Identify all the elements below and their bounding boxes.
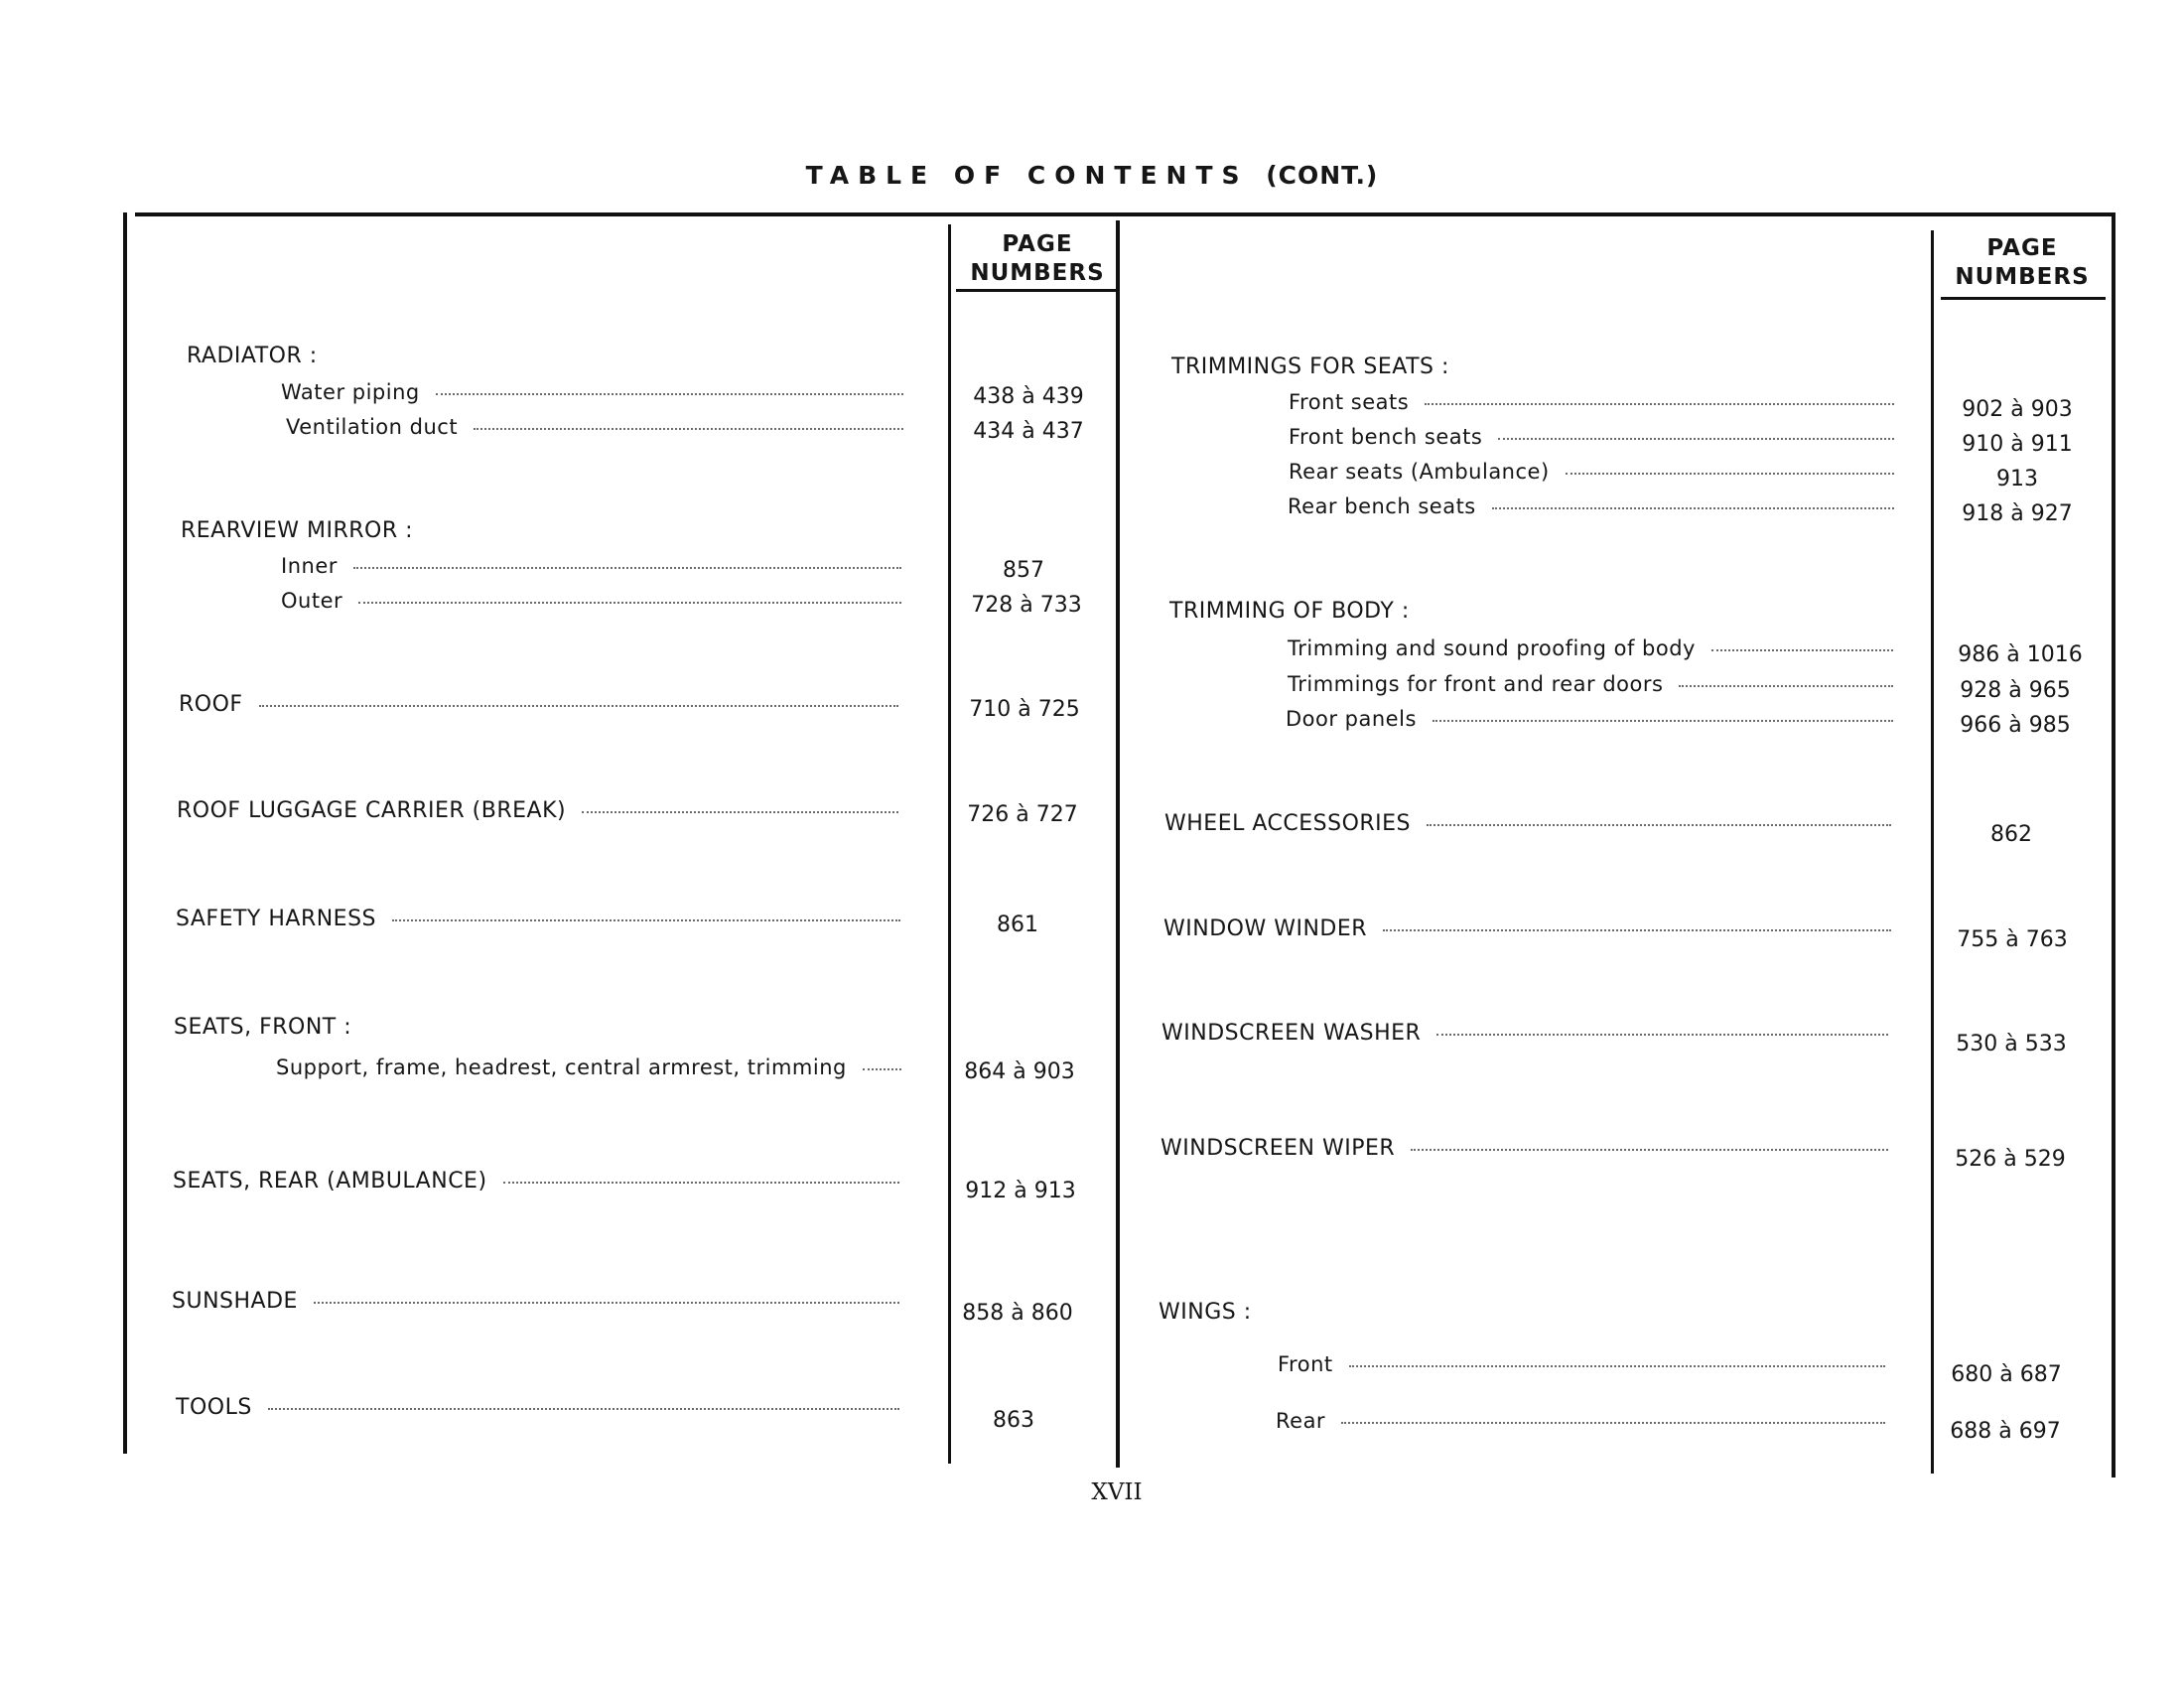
title-main: TABLE OF CONTENTS (805, 161, 1249, 190)
section-seats-front: SEATS, FRONT : (174, 1015, 352, 1040)
page-range: 928 à 965 (1960, 678, 2071, 703)
right-border (2112, 216, 2116, 1477)
dot-leader (582, 811, 898, 813)
page-range: 688 à 697 (1950, 1419, 2061, 1444)
toc-entry-door-panels (1286, 707, 1893, 731)
dot-leader (1711, 649, 1893, 651)
toc-entry-windscreen-wiper (1160, 1136, 1888, 1161)
page-range: 710 à 725 (969, 697, 1080, 722)
left-border (123, 212, 127, 1454)
section-wings: WINGS : (1159, 1300, 1252, 1325)
entry-label: Front (1278, 1352, 1333, 1376)
page-range: 910 à 911 (1962, 432, 2073, 457)
entry-label: Trimming and sound proofing of body (1288, 636, 1696, 660)
entry-label: Front bench seats (1289, 425, 1483, 449)
entry-label: SEATS, REAR (AMBULANCE) (173, 1169, 487, 1194)
toc-entry-trimming-sound-proofing (1288, 636, 1893, 660)
section-rearview-mirror: REARVIEW MIRROR : (181, 518, 414, 543)
entry-label: WINDSCREEN WIPER (1160, 1136, 1396, 1161)
dot-leader (1492, 507, 1894, 509)
dot-leader (1436, 1034, 1888, 1036)
toc-entry-wheel-accessories (1164, 811, 1891, 836)
dot-leader (1341, 1422, 1885, 1424)
left-pages-divider-left (948, 224, 951, 1464)
page-range: 680 à 687 (1951, 1362, 2062, 1387)
page-range: 858 à 860 (962, 1301, 1073, 1326)
dot-leader (353, 567, 901, 569)
dot-leader (358, 602, 901, 604)
toc-entry-roof (179, 692, 898, 717)
top-border (135, 212, 2116, 216)
page-range: 902 à 903 (1962, 397, 2073, 422)
page-range: 438 à 439 (973, 384, 1084, 409)
dot-leader (1383, 929, 1891, 931)
dot-leader (474, 428, 903, 430)
toc-entry-seats-rear (173, 1169, 899, 1194)
dot-leader (1427, 824, 1891, 826)
right-header-underline (1941, 297, 2106, 300)
dot-leader (436, 393, 903, 395)
entry-label: TOOLS (176, 1395, 252, 1420)
page-range: 966 à 985 (1960, 713, 2071, 738)
entry-label: SAFETY HARNESS (176, 907, 377, 931)
entry-label: Rear (1276, 1409, 1326, 1433)
entry-label: Inner (281, 554, 338, 578)
toc-entry-roof-luggage-carrier (177, 798, 898, 823)
dot-leader (314, 1302, 899, 1304)
dot-leader (1411, 1149, 1888, 1151)
entry-label: Trimmings for front and rear doors (1288, 672, 1664, 696)
toc-entry-ventilation-duct (286, 415, 903, 439)
dot-leader (503, 1182, 899, 1184)
entry-label: WHEEL ACCESSORIES (1164, 811, 1412, 836)
page-range: 861 (997, 913, 1038, 937)
right-pages-divider-left (1931, 230, 1934, 1474)
entry-label: Door panels (1286, 707, 1417, 731)
dot-leader (392, 919, 900, 921)
entry-label: Support, frame, headrest, central armrest, trimming (276, 1055, 847, 1079)
page-range: 918 à 927 (1962, 501, 2073, 526)
header-line2: NUMBERS (970, 260, 1105, 286)
entry-label: WINDSCREEN WASHER (1161, 1021, 1422, 1046)
page-range: 755 à 763 (1957, 927, 2068, 952)
right-page-numbers-header (1938, 234, 2107, 292)
toc-entry-wings-rear (1276, 1409, 1885, 1433)
page-range: 728 à 733 (971, 593, 1082, 618)
dot-leader (1566, 473, 1894, 475)
entry-label: Rear seats (Ambulance) (1289, 460, 1550, 484)
dot-leader (259, 705, 898, 707)
dot-leader (268, 1408, 899, 1410)
header-line1: PAGE (1986, 235, 2058, 261)
entry-label: Front seats (1289, 390, 1410, 414)
dot-leader (863, 1068, 901, 1070)
entry-label: SUNSHADE (172, 1289, 298, 1314)
entry-label: Outer (281, 589, 343, 613)
dot-leader (1425, 403, 1894, 405)
page-range: 862 (1990, 822, 2032, 847)
entry-label: Ventilation duct (286, 415, 459, 439)
toc-entry-window-winder (1163, 916, 1891, 941)
dot-leader (1498, 438, 1894, 440)
entry-label: ROOF (179, 692, 243, 717)
entry-label: Rear bench seats (1288, 494, 1476, 518)
toc-entry-trimmings-doors (1288, 672, 1893, 696)
entry-label: ROOF LUGGAGE CARRIER (BREAK) (177, 798, 567, 823)
page-number-footer: XVII (1091, 1479, 1143, 1505)
section-radiator: RADIATOR : (187, 344, 318, 368)
page-range: 434 à 437 (973, 419, 1084, 444)
page-range: 912 à 913 (965, 1179, 1076, 1203)
left-header-underline (956, 289, 1117, 292)
page-range: 726 à 727 (967, 802, 1078, 827)
entry-label: WINDOW WINDER (1163, 916, 1368, 941)
toc-entry-rear-bench-seats (1288, 494, 1894, 518)
page-range: 526 à 529 (1955, 1147, 2066, 1172)
page-range: 864 à 903 (964, 1059, 1075, 1084)
center-divider (1116, 220, 1120, 1468)
page-range: 913 (1996, 467, 2038, 492)
left-page-numbers-header (953, 230, 1122, 288)
section-trimmings-for-seats: TRIMMINGS FOR SEATS : (1171, 354, 1449, 379)
toc-entry-water-piping (281, 380, 903, 404)
dot-leader (1433, 720, 1893, 722)
toc-entry-safety-harness (176, 907, 900, 931)
dot-leader (1349, 1365, 1885, 1367)
title-suffix: (CONT.) (1266, 161, 1379, 190)
page-title (0, 161, 2184, 190)
toc-entry-tools (176, 1395, 899, 1420)
dot-leader (1679, 685, 1893, 687)
toc-entry-sunshade (172, 1289, 899, 1314)
toc-entry-inner (281, 554, 901, 578)
entry-label: Water piping (281, 380, 420, 404)
toc-entry-rear-seats-ambulance (1289, 460, 1894, 484)
header-line2: NUMBERS (1955, 264, 2090, 290)
toc-entry-outer (281, 589, 901, 613)
toc-entry-front-seats (1289, 390, 1894, 414)
page-range: 986 à 1016 (1958, 642, 2083, 667)
section-trimming-of-body: TRIMMING OF BODY : (1169, 599, 1410, 624)
header-line1: PAGE (1002, 231, 1073, 257)
toc-entry-front-bench-seats (1289, 425, 1894, 449)
page-range: 530 à 533 (1956, 1032, 2067, 1056)
toc-entry-wings-front (1278, 1352, 1885, 1376)
toc-entry-windscreen-washer (1161, 1021, 1888, 1046)
toc-entry-seats-front-support (276, 1055, 901, 1079)
page-range: 857 (1003, 558, 1044, 583)
page-range: 863 (993, 1408, 1034, 1433)
